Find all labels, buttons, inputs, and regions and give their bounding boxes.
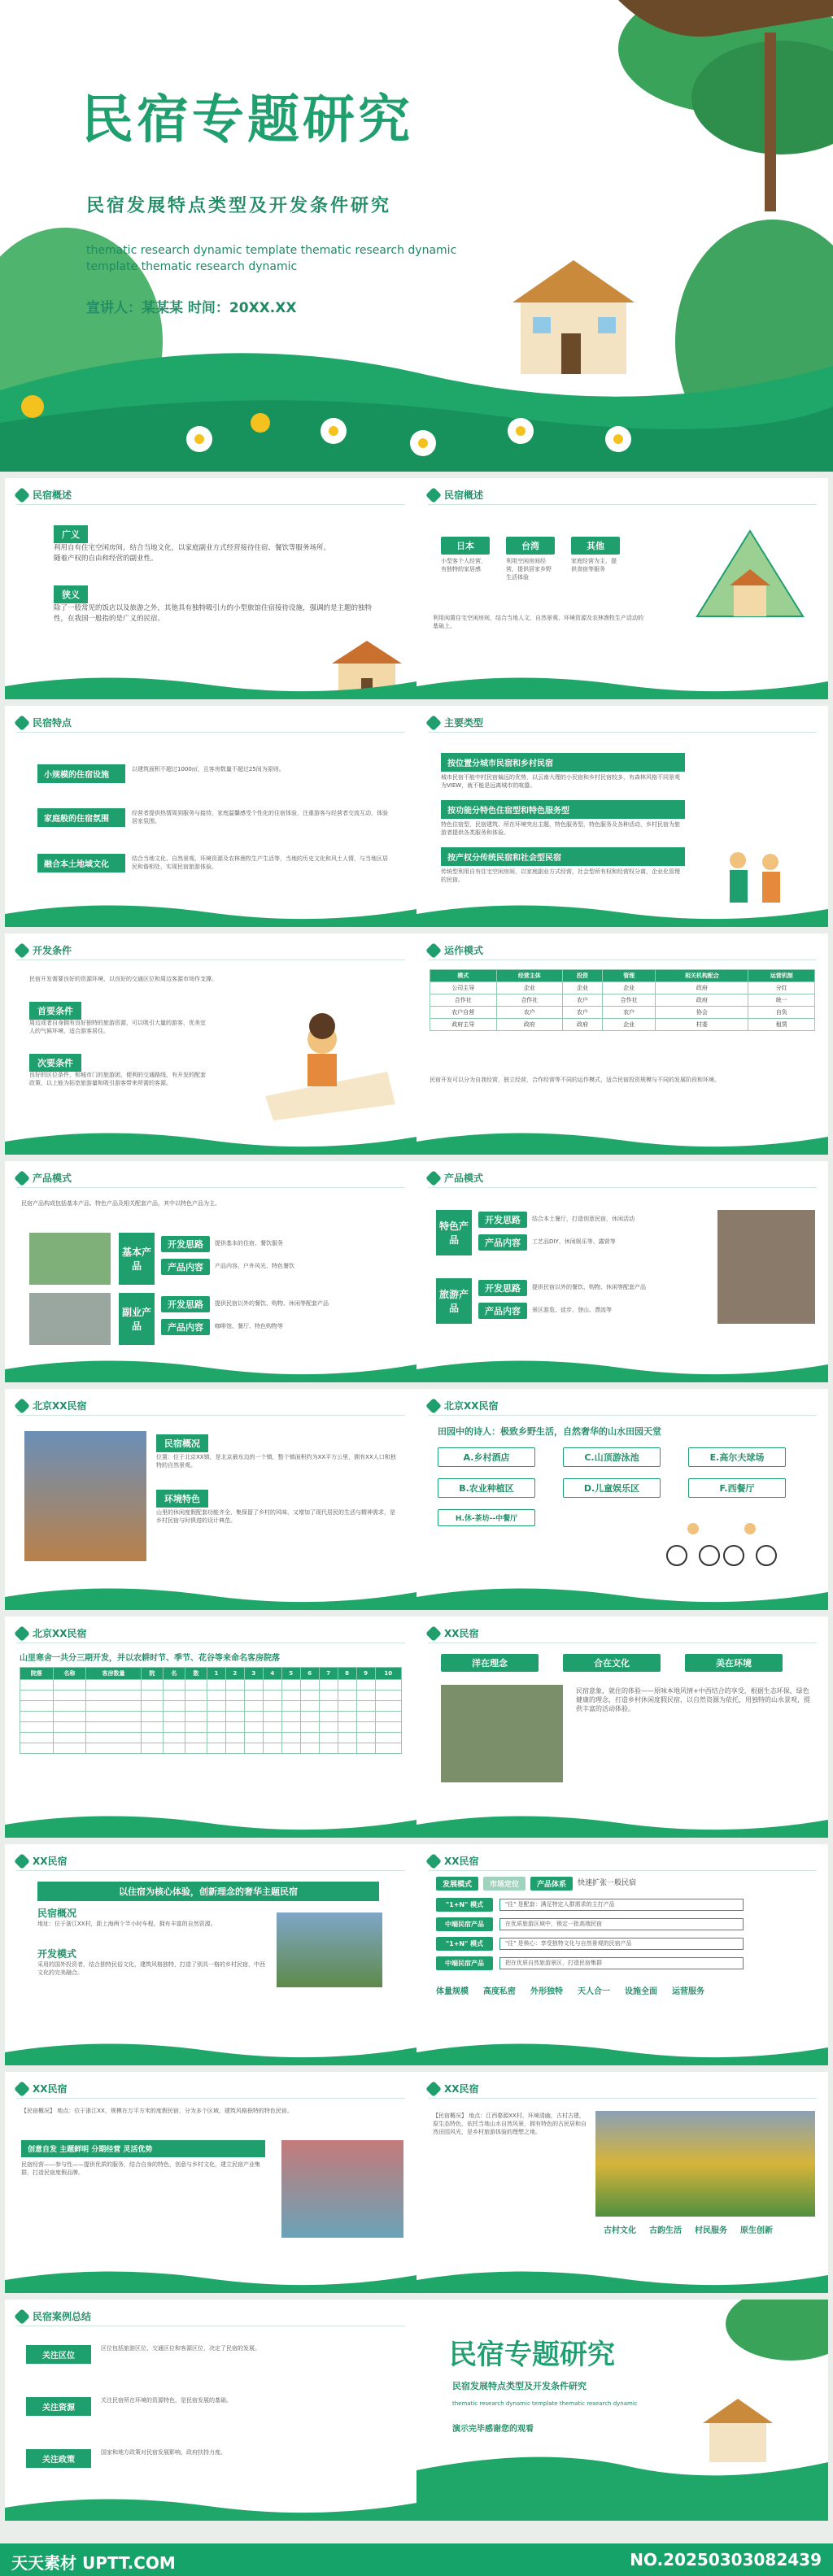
slide-summary	[5, 2300, 416, 2521]
table-row	[20, 1743, 402, 1754]
photo-village	[29, 1293, 111, 1345]
text-model: 采用的国外投资者，结合独特民俗文化，建筑风格独特，打造了别具一格的乡村民宿，中西文化的完美融合。	[37, 1961, 265, 1976]
tag-innovation: 原生创新	[740, 2226, 773, 2235]
facility-d: D.儿童娱乐区	[563, 1478, 661, 1498]
slide-beijing-2	[416, 1389, 828, 1610]
ending-thanks: 演示完毕感谢您的观看	[452, 2425, 534, 2434]
bottom-wave	[416, 670, 828, 699]
bottom-wave	[5, 2036, 416, 2065]
bottom-wave	[5, 1808, 416, 1838]
summary-location: 关注区位	[26, 2345, 91, 2364]
ending-english: thematic research dynamic template thematic research dynamic	[452, 2400, 638, 2407]
table-row: 公司主导 企业 企业 企业 政府 分红	[430, 982, 815, 994]
xx4-text: 民宿经营——参与性——提供优质的服务，结合自身的特色，创意与乡村文化，建立民宿产业集群，打造民宿度假品牌。	[21, 2161, 260, 2176]
summary-policy: 关注政策	[26, 2449, 91, 2468]
table-row	[20, 1701, 402, 1712]
type-block-1: 按位置分城市民宿和乡村民宿 城市民宿不能中村民宿偏远的优势，以云南大理的小民宿和乡村民宿较多，有森林风格不同景观为VIEW，就不能是远离城市的喧嚣。	[441, 753, 685, 790]
bottom-wave	[5, 1125, 416, 1155]
slide-product-2: 产品模式 特色产品 开发思路 结合本土餐厅，打造创意民宿，休闲活动 产品内容 工艺品DIY、休闲娱乐等、露营等 旅游产品 开发思路 提供民宿以外的餐饮、购物、休闲等配套产品 产品内容 景区游览、徒步、登山、漂流等	[416, 1161, 828, 1382]
product-type-basic: 基本产品	[119, 1233, 155, 1285]
cover-english-2: template thematic research dynamic	[86, 260, 298, 273]
footer-left: 天天素材 UPTT.COM	[11, 2553, 176, 2573]
tag-narrow: 狭义	[54, 585, 88, 603]
facility-h: H.休-茶坊--中餐厅	[438, 1509, 535, 1526]
tag-ancient-life: 古韵生活	[649, 2226, 682, 2235]
photo-fields	[595, 2111, 815, 2217]
summary-resources: 关注资源	[26, 2397, 91, 2416]
text-overview: 位置：位于北京XX镇，是北京最东边的一个镇，整个镇面积约为XX平方公里，拥有XX人口和独特的自然景观。	[156, 1454, 396, 1469]
photo-cottage	[29, 1233, 111, 1285]
slide-title: 北京XX民宿	[33, 1628, 87, 1639]
rooms-table: 院落 名称 客房数量 院 名 数 1 2 3 4 5 6 7 8 9 10	[20, 1667, 402, 1754]
tag-overview: 民宿概况	[156, 1434, 208, 1452]
card-text: 利用空闲房间经营，提供居家乡野生活体验	[506, 558, 552, 581]
tag-privacy: 高度私密	[483, 1987, 516, 1996]
cover-english-1: thematic research dynamic template thematic research dynamic	[86, 244, 457, 257]
xx4-bar: 创意自发 主题鲜明 分期经营 灵活优势	[21, 2140, 265, 2157]
photo-rooftops	[717, 1210, 815, 1324]
summary-resources-text: 关注民宿所在环境的资源特色，是民宿发展的基础。	[101, 2397, 232, 2404]
summary-policy-text: 国家和地方政策对民宿发展影响，政府扶持力度。	[101, 2449, 226, 2456]
photo-alps	[277, 1912, 382, 1987]
feature-label-3: 融合本土地域文化	[37, 854, 125, 872]
bottom-wave	[416, 1581, 828, 1610]
slide-product-1: 产品模式 民宿产品构成包括基本产品、特色产品及相关配套产品，其中以特色产品为主。 基本产品 开发思路 提供基本的住宿、餐饮服务 产品内容 产品内容，户外风光、特色餐饮 副业产品 开发思路 提供民宿以外的餐饮、购物、休闲等配套产品 产品内容 咖啡馆、餐厅、特色购物等	[5, 1161, 416, 1382]
card-label: 日本	[441, 537, 490, 555]
photo-town	[24, 1431, 146, 1561]
beijing-heading: 田园中的诗人：极致乡野生活，自然奢华的山水田园天堂	[438, 1426, 661, 1437]
table-row: 合作社 合作社 农户 合作社 政府 统一	[430, 994, 815, 1007]
slide-types	[416, 706, 828, 927]
slide-title: XX民宿	[33, 1856, 68, 1867]
slide-xx-3: XX民宿 发展模式 市场定位 产品体系 快速扩张一般民宿 "1+N" 模式 "往" 是配套：满足特定人群需求的主打产品 中端民宿产品 在优质旅游区域中，锁定一批高端民宿 "1+N" 模式 "往" 是核心：享受独特文化与自然景观的民宿产品 中端民宿产品 把在优质自然旅游景区，打造民宿集群 体量规模 高度私密 外形独特 天人合一 设施全面 运营服务	[416, 1844, 828, 2065]
tag-harmony: 天人合一	[578, 1987, 610, 1996]
slide-xx-1	[416, 1617, 828, 1838]
cover-title: 民宿专题研究	[81, 89, 413, 150]
feature-label-2: 家庭般的住宿氛围	[37, 808, 125, 827]
facility-e: E.高尔夫球场	[688, 1447, 786, 1467]
tag-secondary: 次要条件	[29, 1054, 81, 1072]
card-other	[571, 537, 620, 574]
photo-canal	[281, 2140, 403, 2238]
facility-a: A.乡村酒店	[438, 1447, 535, 1467]
tag-environment: 环境特色	[156, 1490, 208, 1508]
bottom-wave	[416, 2264, 828, 2293]
product-type-side: 副业产品	[119, 1293, 155, 1345]
xx-text: 民宿意象，就住的体验——原味本地风情+中西结合的享受，根据生态环保，绿色健康的理念，打造乡村休闲度假民宿，以自然资源为依托，用独特的山水景观，提供丰富的活动体验。	[576, 1687, 810, 1713]
cover-speaker: 宣讲人：某某某 时间：20XX.XX	[86, 300, 297, 316]
conditions-intro: 民宿开发需要良好的资源环境，以良好的交通区位和周边客源市场作支撑。	[29, 976, 217, 982]
tab-concept: 洋在理念	[441, 1654, 539, 1672]
card-japan	[441, 537, 490, 574]
slide-ending	[416, 2300, 828, 2521]
summary-location-text: 区位包括旅游区位、交通区位和客源区位，决定了民宿的发展。	[101, 2345, 260, 2352]
type-block-3: 按产权分传统民宿和社会型民宿 传统型利用自有住宅空闲房间，以家庭副业方式经营，社会型所有权和经营权分离，企业化管理的民宿。	[441, 847, 685, 885]
mountain-illustration	[693, 527, 807, 624]
text-secondary: 良好的区位条件，和城市门的旅游团，便利的交通路线，有开发的配套政策，以上能为拓宽旅游量和吸引游客带来所需的客源。	[29, 1072, 206, 1086]
type-block-2: 按功能分特色住宿型和特色服务型 特色住宿型，民宿建筑、所在环境突出主题，特色服务型，特色服务及各种活动，乡村民宿为旅游者提供各类服务和体验。	[441, 800, 685, 838]
heading-model: 开发模式	[37, 1948, 77, 1960]
tab-culture: 合在文化	[563, 1654, 661, 1672]
cover-subtitle: 民宿发展特点类型及开发条件研究	[86, 196, 392, 216]
heading-overview: 民宿概况	[37, 1908, 77, 1919]
tag-ancient-culture: 古村文化	[604, 2226, 636, 2235]
slide-title: 主要类型	[444, 717, 484, 729]
reading-illustration	[249, 1007, 403, 1120]
text-overview: 地址：位于浙江XX村，距上海两个半小时车程。拥有丰富的自然资源。	[37, 1921, 216, 1927]
ending-title: 民宿专题研究	[449, 2339, 615, 2371]
slide-title: 运作模式	[444, 945, 484, 956]
slide-operation	[416, 933, 828, 1155]
table-row: 政府主导 政府 政府 企业 村委 租赁	[430, 1019, 815, 1031]
cover-slide	[0, 0, 833, 472]
text-environment: 山里的休闲度假配套功能齐全，集保留了乡村的风味，又增加了现代居民的生活与精神需求，是乡村民宿与时俱进的设计典范。	[156, 1509, 395, 1524]
product-type-special: 特色产品	[436, 1210, 472, 1255]
feature-text-1: 以建筑面积不超过1000㎡，且客房数量不超过25间为原则。	[132, 766, 285, 772]
facility-b: B.农业种植区	[438, 1478, 535, 1498]
facility-c: C.山顶游泳池	[563, 1447, 661, 1467]
slide-xx-4	[5, 2072, 416, 2293]
table-row	[20, 1722, 402, 1733]
bottom-wave	[5, 670, 416, 699]
feature-text-3: 结合当地文化、自然景观、环境资源及农林渔牧生产生活等，当地的历史文化和风土人情，与当地区居民和谐相处，实现民宿旅游体验。	[132, 855, 388, 870]
rooms-heading: 山里寒舍一共分三期开发，并以农耕时节、季节、花谷等来命名客房院落	[20, 1654, 280, 1663]
text-narrow: 除了一般常见的饭店以及旅游之外，其他具有独特吸引力的小型旅馆住宿接待设施，强调的是主题的独特性，在我国一般指的是广义的民宿。	[54, 604, 373, 624]
slide-title: XX民宿	[33, 2083, 68, 2095]
text-broad: 利用自有住宅空闲房间，结合当地文化，以家庭副业方式经营接待住宿、餐饮等服务场所。随着产权的自由和经营的副业性。	[54, 544, 331, 564]
slide-title: 民宿案例总结	[33, 2311, 92, 2322]
slide-title: 产品模式	[444, 1173, 484, 1184]
slide-beijing-1	[5, 1389, 416, 1610]
tag-broad: 广义	[54, 525, 88, 543]
table-row	[20, 1680, 402, 1690]
slide-title: 民宿概述	[444, 490, 484, 501]
bottom-wave	[416, 898, 828, 927]
card-taiwan	[506, 537, 555, 581]
slide-xx-2	[5, 1844, 416, 2065]
tab-environment: 美在环境	[685, 1654, 783, 1672]
cover-background-art	[0, 0, 833, 472]
bottom-wave	[416, 1125, 828, 1155]
watermark-footer	[0, 2543, 833, 2576]
overview-note: 利用闲置住宅空闲房间，结合当地人文、自然景观、环境资源及农林渔牧生产活动的基础上。	[433, 615, 643, 629]
bottom-wave	[416, 1353, 828, 1382]
card-label: 其他	[571, 537, 620, 555]
bottom-wave	[5, 1581, 416, 1610]
table-row	[20, 1733, 402, 1743]
product-type-tourism: 旅游产品	[436, 1278, 472, 1324]
table-row	[20, 1712, 402, 1722]
slide-overview-1	[5, 478, 416, 699]
bottom-wave	[5, 2264, 416, 2293]
tag-village-service: 村民服务	[695, 2226, 727, 2235]
card-label: 台湾	[506, 537, 555, 555]
slide-title: XX民宿	[444, 1628, 479, 1639]
feature-label-1: 小规模的住宿设施	[37, 764, 125, 783]
bottom-wave	[416, 1808, 828, 1838]
tag-shape: 外形独特	[530, 1987, 563, 1996]
card-text: 家庭经营为主，提供食宿等服务	[571, 558, 617, 572]
slide-title: XX民宿	[444, 1856, 479, 1867]
slide-title: XX民宿	[444, 2083, 479, 2095]
slide-conditions	[5, 933, 416, 1155]
footer-right: NO.20250303082439	[630, 2550, 822, 2569]
slide-overview-2	[416, 478, 828, 699]
slide-title: 民宿特点	[33, 717, 72, 729]
product-intro: 民宿产品构成包括基本产品、特色产品及相关配套产品，其中以特色产品为主。	[21, 1200, 220, 1207]
text-primary: 周边或者自身拥有良好独特的旅游资源，可以吸引大量的游客，优美宜人的气候环境，适合游客居住。	[29, 1020, 206, 1034]
table-row	[20, 1690, 402, 1701]
bottom-wave	[5, 1353, 416, 1382]
slide-beijing-3	[5, 1617, 416, 1838]
bottom-wave	[5, 898, 416, 927]
operation-table: 模式 经营主体 投资 管理 相关机构配合 运营机制 公司主导 企业 企业 企业 政府 分红 合作社 合作社 农户 合作社 政府 统一 农户自营 农户 农户 农户 协会 自负 政府主导 政府 政府 企业 村委 租赁	[430, 969, 815, 1031]
facility-f: F.西餐厅	[688, 1478, 786, 1498]
card-text: 小型客个人经营，有独特的家居感	[441, 558, 486, 572]
slide-title: 北京XX民宿	[33, 1400, 87, 1412]
xx5-text: 【民宿概况】 地点：江西婺源XX村，环境清幽，古村古建，原生态特色，依托当地山水自然风景，拥有特色的古民居和自然田园风光，是乡村旅游体验的理想之地。	[433, 2113, 587, 2135]
bottom-wave	[5, 2491, 416, 2521]
tag-service: 运营服务	[672, 1987, 704, 1996]
operation-note: 民宿开发可以分为自我经营，独立经营，合作经营等不同的运作模式，适合民宿投资规模与不同的发展阶段和环境。	[430, 1077, 720, 1083]
tag-scale: 体量规模	[436, 1987, 469, 1996]
xx4-intro: 【民宿概况】 地点：位于浙江XX，规模在万平方米的度假民宿，分为多个区域，建筑风格独特的特色民宿。	[21, 2108, 293, 2114]
slide-title: 开发条件	[33, 945, 72, 956]
tag-primary: 首要条件	[29, 1002, 81, 1020]
xx-banner: 以住宿为核心体验，创新理念的奢华主题民宿	[37, 1882, 379, 1901]
slide-xx-5	[416, 2072, 828, 2293]
tag-facilities: 设施全面	[625, 1987, 657, 1996]
slide-title: 民宿概述	[33, 490, 72, 501]
bottom-wave	[416, 2036, 828, 2065]
ending-subtitle: 民宿发展特点类型及开发条件研究	[452, 2381, 587, 2391]
slide-title: 北京XX民宿	[444, 1400, 499, 1412]
feature-text-2: 经营者提供热情周到服务与接待，家庭温馨感受个性化的住宿体验，注重游客与经营者交流互动，体验居家氛围。	[132, 810, 388, 825]
cyclists-illustration	[652, 1511, 783, 1568]
slide-features	[5, 706, 416, 927]
table-row: 农户自营 农户 农户 农户 协会 自负	[430, 1007, 815, 1019]
slide-title: 产品模式	[33, 1173, 72, 1184]
photo-building	[441, 1685, 563, 1782]
